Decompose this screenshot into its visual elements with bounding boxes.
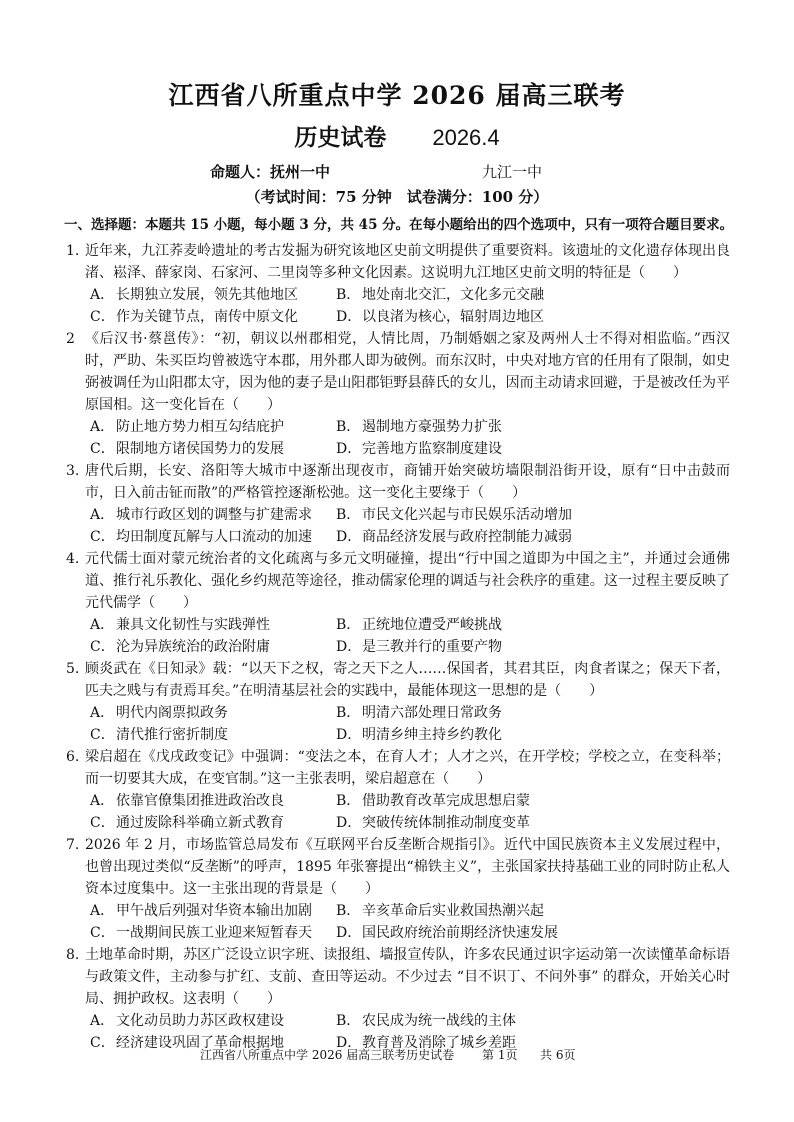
question-number: 5. <box>66 661 80 677</box>
options-row <box>90 306 794 328</box>
option-a: A． 城市行政区划的调整与扩建需求 <box>90 507 312 523</box>
author-primary: 命题人：抚州一中 <box>210 163 331 181</box>
option-c: C．作为关键节点，南传中原文化 <box>90 309 298 325</box>
authors-line <box>210 161 610 182</box>
question-stem: 唐代后期，长安、洛阳等大城市中逐渐出现夜市，商铺开始突破坊墙限制沿街开设，原有“日中击鼓而市，日入前击钲而散”的严格管控逐渐松弛。这一变化主要缘于（ ） <box>85 463 730 501</box>
options-row <box>90 900 794 922</box>
subject-label: 历史试卷 <box>294 124 387 151</box>
option-d: D．完善地方监察制度建设 <box>336 441 502 457</box>
option-c: C．一战期间民族工业迎来短暂春天 <box>90 925 312 941</box>
question-list <box>0 240 794 1054</box>
question-number: 3. <box>66 463 80 479</box>
question-stem: 2026 年 2 月，市场监管总局发布《互联网平台反垄断合规指引》。近代中国民族资本主义发展过程中，也曾出现过类似“反垄断”的呼声，1895 年张謇提出“棉铁主义”，主张国家扶持基础工业的同时防止私人资本过度集中。这一主张出现的背景是（ ） <box>85 837 730 897</box>
options-row <box>90 1010 794 1032</box>
option-b: B． 正统地位遭受严峻挑战 <box>336 617 502 633</box>
options-row <box>90 526 794 548</box>
option-b: B． 借助教育改革完成思想启蒙 <box>336 793 530 809</box>
exam-subtitle <box>0 119 794 152</box>
option-b: B． 市民文化兴起与市民娱乐活动增加 <box>336 507 572 523</box>
author-secondary: 九江一中 <box>482 163 543 181</box>
question-6 <box>66 746 730 790</box>
question-1 <box>66 240 730 284</box>
option-d: D．教育普及消除了城乡差距 <box>336 1035 516 1051</box>
option-a: A． 文化动员助力苏区政权建设 <box>90 1013 284 1029</box>
option-c: C．通过废除科举确立新式教育 <box>90 815 284 831</box>
options-row <box>90 812 794 834</box>
option-a: A． 明代内阁票拟政务 <box>90 705 228 721</box>
options-row <box>90 724 794 746</box>
option-a: A． 甲午战后列强对华资本输出加剧 <box>90 903 312 919</box>
option-c: C．经济建设巩固了革命根据地 <box>90 1035 284 1051</box>
question-4 <box>66 548 730 614</box>
options-row <box>90 284 794 306</box>
page-number: 第 1页 <box>482 1048 518 1062</box>
option-d: D．商品经济发展与政府控制能力减弱 <box>336 529 572 545</box>
question-8 <box>66 944 730 1010</box>
option-a: A． 长期独立发展，领先其他地区 <box>90 287 298 303</box>
option-b: B． 明清六部处理日常政务 <box>336 705 502 721</box>
exam-title: 江西省八所重点中学 2026 届高三联考 <box>168 81 626 110</box>
question-stem: 《后汉书·蔡邕传》：“初，朝议以州郡相党，人情比周，乃制婚姻之家及两州人士不得对相监临。”西汉时，严助、朱买臣均曾被选守本郡，用外郡人即为破例。而东汉时，中央对地方官的任用有了限制，如史弼被调任为山阳郡太守，因为他的妻子是山阳郡钜野县薛氏的女儿，因而主动请求回避，于是被改任为平原国相。这一变化旨在（ ） <box>85 331 730 413</box>
options-row <box>90 416 794 438</box>
section-instructions: 一、选择题：本题共 15 小题，每小题 3 分，共 45 分。在每小题给出的四个选项中，只有一项符合题目要求。 <box>64 217 734 233</box>
option-d: D．是三教并行的重要产物 <box>336 639 502 655</box>
question-stem: 元代儒士面对蒙元统治者的文化疏离与多元文明碰撞，提出“行中国之道即为中国之主”，并通过会通佛道、推行礼乐教化、强化乡约规范等途径，推动儒家伦理的调适与社会秩序的重建。这一过程主要反映了元代儒学（ ） <box>85 551 730 611</box>
option-a: A． 防止地方势力相互勾结庇护 <box>90 419 284 435</box>
option-a: A． 兼具文化韧性与实践弹性 <box>90 617 270 633</box>
question-5 <box>66 658 730 702</box>
option-c: C．均田制度瓦解与人口流动的加速 <box>90 529 312 545</box>
question-number: 1. <box>66 243 80 259</box>
options-row <box>90 438 794 460</box>
question-stem: 土地革命时期，苏区广泛设立识字班、读报组、墙报宣传队，许多农民通过识字运动第一次读懂革命标语与政策文件，主动参与扩红、支前、查田等运动。不少过去 “目不识丁、不问外事” 的群众，开始关心时局、拥护政权。这表明（ ） <box>85 947 730 1007</box>
footer-title: 江西省八所重点中学 2026 届高三联考历史试卷 <box>200 1048 455 1062</box>
question-number: 7. <box>66 837 80 853</box>
option-d: D．国民政府统治前期经济快速发展 <box>336 925 558 941</box>
question-7 <box>66 834 730 900</box>
question-number: 4. <box>66 551 80 567</box>
question-stem: 顾炎武在《日知录》载：“以天下之权，寄之天下之人……保国者，其君其臣，肉食者谋之；保天下者，匹夫之贱与有责焉耳矣。”在明清基层社会的实践中，最能体现这一思想的是（ ） <box>85 661 730 699</box>
question-3 <box>66 460 730 504</box>
option-c: C．清代推行密折制度 <box>90 727 228 743</box>
question-2 <box>66 328 730 416</box>
exam-date: 2026.4 <box>432 125 500 150</box>
option-d: D．明清乡绅主持乡约教化 <box>336 727 502 743</box>
option-c: C．沦为异族统治的政治附庸 <box>90 639 270 655</box>
option-b: B． 农民成为统一战线的主体 <box>336 1013 516 1029</box>
option-b: B． 遏制地方豪强势力扩张 <box>336 419 502 435</box>
question-stem: 梁启超在《戊戌政变记》中强调：“变法之本，在育人才；人才之兴，在开学校；学校之立，在变科举；而一切要其大成，在变官制。”这一主张表明，梁启超意在（ ） <box>85 749 730 787</box>
exam-info: （考试时间：75 分钟 试卷满分：100 分） <box>245 188 549 206</box>
question-number: 8. <box>66 947 80 963</box>
question-stem: 近年来，九江荞麦岭遗址的考古发掘为研究该地区史前文明提供了重要资料。该遗址的文化遗存体现出良渚、崧泽、薛家岗、石家河、二里岗等多种文化因素。这说明九江地区史前文明的特征是（ ） <box>85 243 730 281</box>
page-total: 共 6页 <box>540 1048 576 1062</box>
option-c: C．限制地方诸侯国势力的发展 <box>90 441 284 457</box>
options-row <box>90 922 794 944</box>
options-row <box>90 790 794 812</box>
option-d: D．以良渚为核心，辐射周边地区 <box>336 309 544 325</box>
question-number: 2 <box>66 331 75 347</box>
options-row <box>90 702 794 724</box>
option-d: D．突破传统体制推动制度变革 <box>336 815 530 831</box>
options-row <box>90 504 794 526</box>
question-number: 6. <box>66 749 80 765</box>
options-row <box>90 636 794 658</box>
options-row <box>90 614 794 636</box>
option-a: A． 依靠官僚集团推进政治改良 <box>90 793 284 809</box>
option-b: B． 辛亥革命后实业救国热潮兴起 <box>336 903 544 919</box>
option-b: B． 地处南北交汇，文化多元交融 <box>336 287 544 303</box>
